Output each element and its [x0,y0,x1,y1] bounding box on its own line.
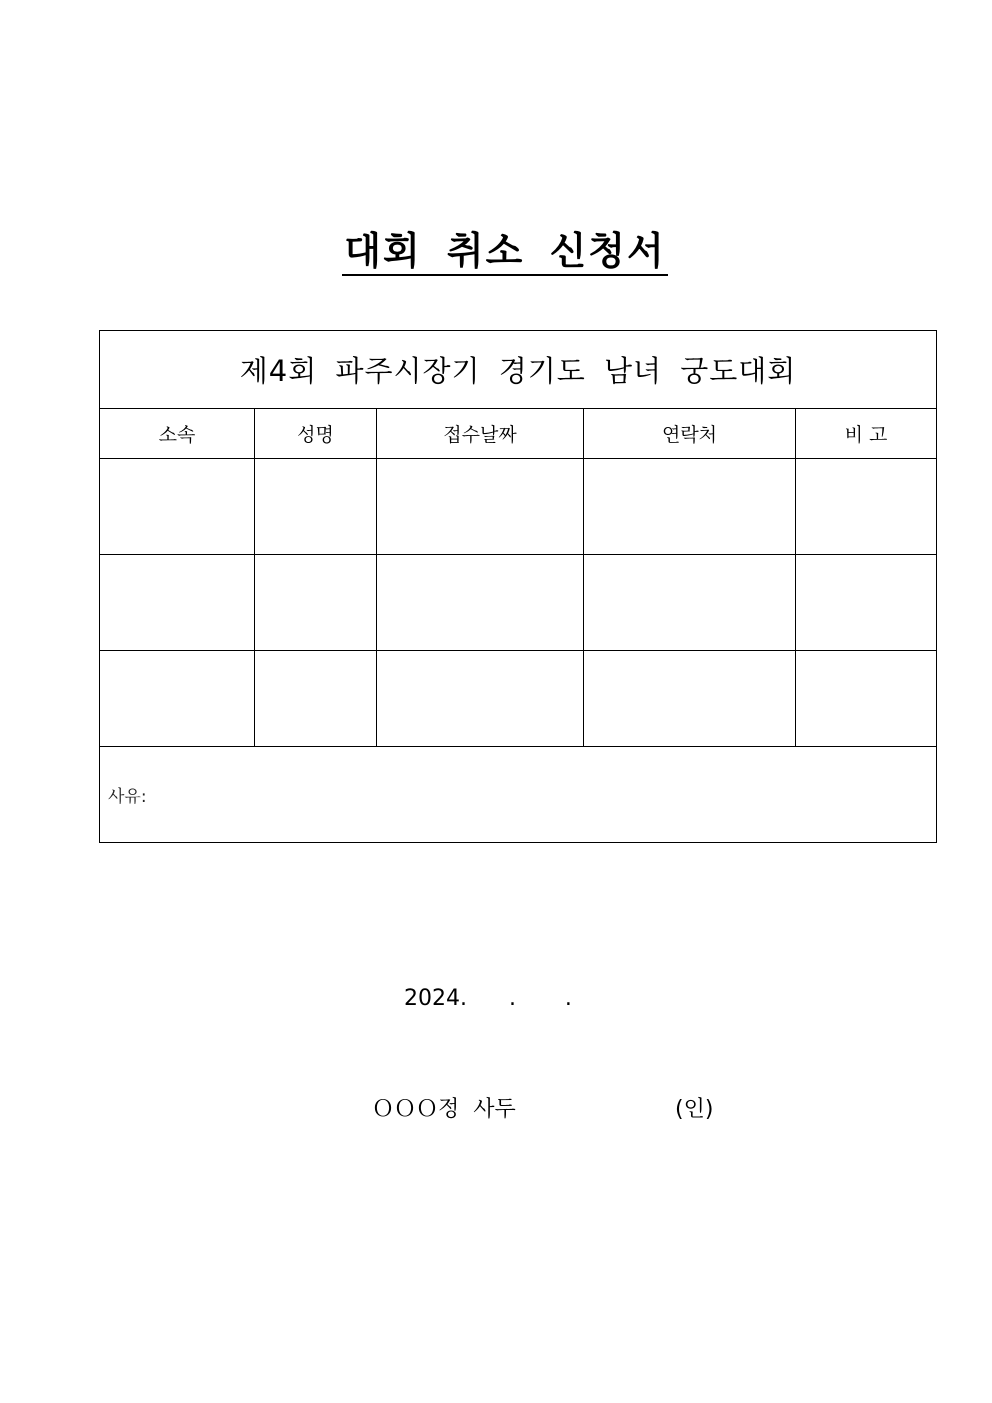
reason-field[interactable] [100,747,937,843]
table-row [100,555,937,651]
signer-name: ＯＯＯ정 사두 [372,1097,516,1122]
name-cell[interactable] [255,555,377,651]
affiliation-cell[interactable] [100,555,255,651]
table-header-row [100,409,937,459]
column-header-receipt-date: 접수날짜 [377,409,584,459]
remarks-cell[interactable] [796,651,937,747]
column-header-contact: 연락처 [584,409,796,459]
cancellation-form-table [99,330,937,843]
affiliation-cell[interactable] [100,651,255,747]
event-name-row [100,331,937,409]
receipt-date-cell[interactable] [377,555,584,651]
receipt-date-cell[interactable] [377,459,584,555]
contact-cell[interactable] [584,555,796,651]
column-header-name: 성명 [255,409,377,459]
date-line: 2024. . . [404,986,572,1011]
seal-mark: (인) [675,1097,714,1122]
remarks-cell[interactable] [796,459,937,555]
name-cell[interactable] [255,459,377,555]
name-cell[interactable] [255,651,377,747]
event-name: 제4회 파주시장기 경기도 남녀 궁도대회 [100,331,937,409]
contact-cell[interactable] [584,459,796,555]
affiliation-cell[interactable] [100,459,255,555]
receipt-date-cell[interactable] [377,651,584,747]
document-title [0,228,992,276]
contact-cell[interactable] [584,651,796,747]
remarks-cell[interactable] [796,555,937,651]
table-row [100,459,937,555]
column-header-affiliation: 소속 [100,409,255,459]
table-row [100,651,937,747]
column-header-remarks: 비 고 [796,409,937,459]
reason-label: 사유: [108,787,147,807]
reason-row [100,747,937,843]
document-title-text: 대회 취소 신청서 [342,228,667,276]
